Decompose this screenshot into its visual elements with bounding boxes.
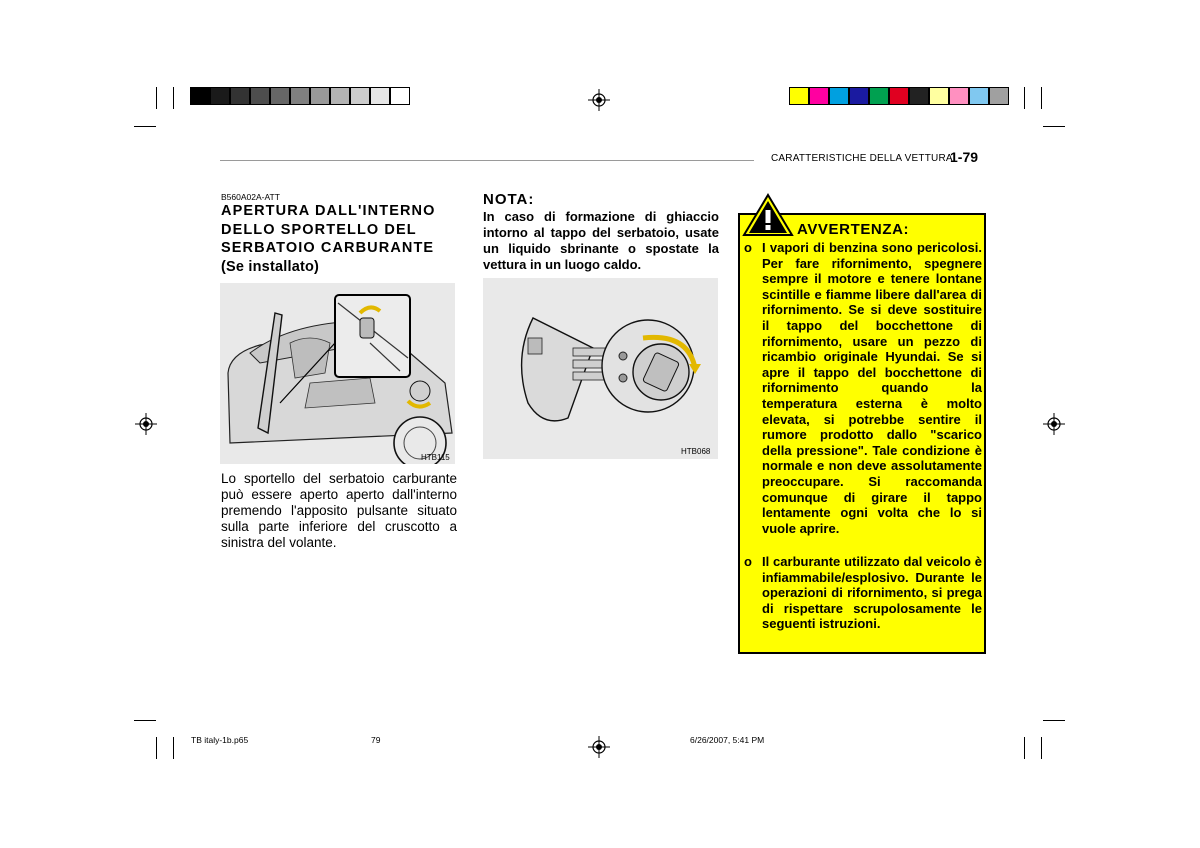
- fuel-cap-illustration: [483, 278, 718, 459]
- color-swatch: [190, 87, 210, 105]
- color-swatch: [929, 87, 949, 105]
- crop-mark: [1024, 737, 1025, 759]
- color-swatch: [889, 87, 909, 105]
- section-title: CARATTERISTICHE DELLA VETTURA: [771, 153, 953, 164]
- color-swatch: [230, 87, 250, 105]
- heading-line: APERTURA DALL'INTERNO: [221, 203, 436, 219]
- color-swatch: [989, 87, 1009, 105]
- heading-line: (Se installato): [221, 258, 320, 275]
- color-swatch: [869, 87, 889, 105]
- figure-fuel-cap: [483, 278, 718, 459]
- warning-item: [744, 554, 982, 632]
- crop-mark: [1043, 720, 1065, 721]
- registration-mark-icon: [1042, 412, 1066, 436]
- section-code: B560A02A-ATT: [221, 192, 280, 202]
- figure-car-interior: [220, 283, 455, 464]
- color-swatch: [290, 87, 310, 105]
- color-swatch: [310, 87, 330, 105]
- color-swatch: [909, 87, 929, 105]
- crop-mark: [134, 126, 156, 127]
- registration-mark-icon: [587, 735, 611, 759]
- crop-mark: [173, 87, 174, 109]
- color-swatch: [250, 87, 270, 105]
- crop-mark: [1024, 87, 1025, 109]
- note-title: NOTA:: [483, 191, 535, 208]
- crop-mark: [134, 720, 156, 721]
- crop-mark: [1041, 737, 1042, 759]
- bullet: o: [744, 554, 752, 569]
- color-swatch: [390, 87, 410, 105]
- warning-triangle-icon: [742, 193, 794, 237]
- section-heading: [221, 202, 457, 276]
- color-swatch: [210, 87, 230, 105]
- color-swatch: [350, 87, 370, 105]
- color-swatch: [270, 87, 290, 105]
- crop-mark: [156, 737, 157, 759]
- crop-mark: [1043, 126, 1065, 127]
- crop-mark: [156, 87, 157, 109]
- figure-code: HTB115: [421, 453, 450, 462]
- color-swatch: [370, 87, 390, 105]
- crop-mark: [1041, 87, 1042, 109]
- warning-title: AVVERTENZA:: [797, 221, 910, 238]
- color-swatch: [330, 87, 350, 105]
- color-swatch: [849, 87, 869, 105]
- color-swatch: [789, 87, 809, 105]
- bullet: o: [744, 240, 752, 255]
- footer-file: TB italy-1b.p65: [191, 735, 249, 745]
- car-door-illustration: [220, 283, 455, 464]
- heading-line: SERBATOIO CARBURANTE: [221, 240, 435, 256]
- registration-mark-icon: [134, 412, 158, 436]
- color-swatch: [809, 87, 829, 105]
- color-swatch: [969, 87, 989, 105]
- footer-timestamp: 6/26/2007, 5:41 PM: [690, 735, 765, 745]
- header-rule: [220, 160, 754, 161]
- crop-mark: [173, 737, 174, 759]
- warning-item-text: Il carburante utilizzato dal veicolo è infiammabile/esplosivo. Durante le operazioni di rifornimento, si prega di rispettare scrupolosamente le seguenti istruzioni.: [762, 554, 982, 632]
- figure-code: HTB068: [681, 447, 711, 456]
- warning-item-text: I vapori di benzina sono pericolosi. Per fare rifornimento, spegnere sempre il motore e tenere lontane scintille e fiamme libere dall'area di rifornimento. Se si deve sostituire il tappo del bocchettone di rifornimento, usare un pezzo di ricambio originale Hyundai. Se si apre il tappo del bocchettone di rifornimento quando la temperatura esterna è molto elevata, si potrebbe sentire il rumore prodotto dallo "scarico della pressione". Tale condizione è normale e non deve assolutamente preoccupare. Si raccomanda comunque di girare il tappo lentamente ogni volta che lo si vuole aprire.: [762, 240, 982, 536]
- footer-page: 79: [371, 735, 381, 745]
- heading-line: DELLO SPORTELLO DEL: [221, 221, 417, 238]
- registration-mark-icon: [587, 88, 611, 112]
- note-text: In caso di formazione di ghiaccio intorno al tappo del serbatoio, usate un liquido sbrinante o spostate la vettura in un luogo caldo.: [483, 209, 719, 272]
- color-swatch: [829, 87, 849, 105]
- warning-item: [744, 240, 982, 536]
- page-number: 1-79: [950, 149, 979, 165]
- body-paragraph: Lo sportello del serbatoio carburante può essere aperto aperto dall'interno premendo l'apposito pulsante situato sulla parte inferiore del cruscotto a sinistra del volante.: [221, 471, 457, 550]
- color-swatch: [949, 87, 969, 105]
